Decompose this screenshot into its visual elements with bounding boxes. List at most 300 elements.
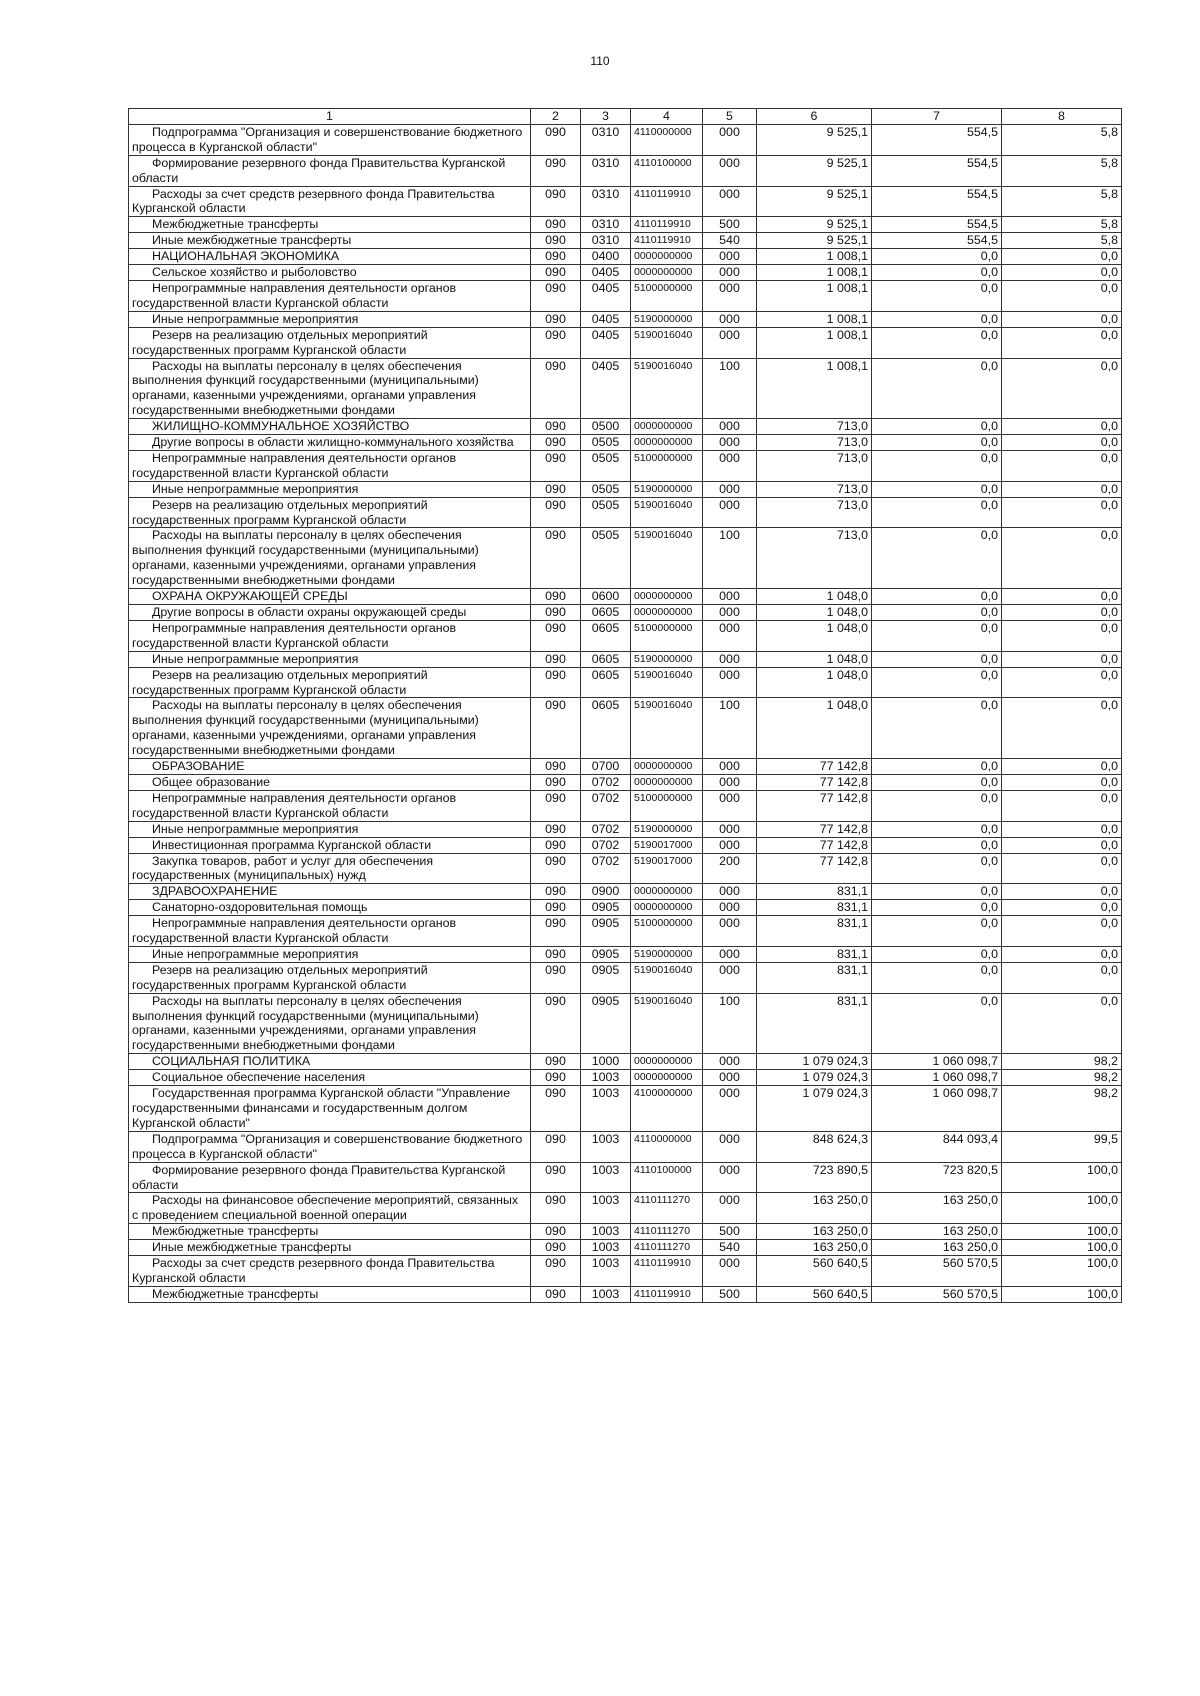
row-expense-type: 200 xyxy=(703,853,757,884)
table-row xyxy=(129,993,1122,1054)
row-target-code: 4100000000 xyxy=(631,1086,703,1132)
row-percent: 0,0 xyxy=(1002,946,1122,962)
row-executed-amount: 0,0 xyxy=(872,759,1002,775)
row-section-code: 0310 xyxy=(581,124,631,155)
row-description xyxy=(129,651,531,667)
row-target-code: 5190016040 xyxy=(631,327,703,358)
row-ministry-code: 090 xyxy=(531,620,581,651)
table-row xyxy=(129,1070,1122,1086)
row-planned-amount: 713,0 xyxy=(757,497,872,528)
row-section-code: 0905 xyxy=(581,993,631,1054)
row-ministry-code: 090 xyxy=(531,1131,581,1162)
row-description xyxy=(129,358,531,419)
row-planned-amount: 1 048,0 xyxy=(757,698,872,759)
column-header: 1 xyxy=(129,109,531,125)
row-percent: 0,0 xyxy=(1002,528,1122,589)
row-expense-type: 000 xyxy=(703,311,757,327)
row-percent: 0,0 xyxy=(1002,419,1122,435)
row-percent: 0,0 xyxy=(1002,759,1122,775)
row-description-text: Сельское хозяйство и рыболовство xyxy=(152,265,357,280)
row-ministry-code: 090 xyxy=(531,884,581,900)
row-expense-type: 000 xyxy=(703,1054,757,1070)
row-executed-amount: 0,0 xyxy=(872,853,1002,884)
row-target-code: 5190000000 xyxy=(631,946,703,962)
row-section-code: 0505 xyxy=(581,497,631,528)
row-expense-type: 000 xyxy=(703,280,757,311)
row-section-code: 0405 xyxy=(581,311,631,327)
row-description xyxy=(129,884,531,900)
row-target-code: 0000000000 xyxy=(631,419,703,435)
row-section-code: 0310 xyxy=(581,217,631,233)
row-description xyxy=(129,605,531,621)
row-percent: 0,0 xyxy=(1002,620,1122,651)
row-percent: 0,0 xyxy=(1002,774,1122,790)
row-planned-amount: 831,1 xyxy=(757,884,872,900)
page-number: 110 xyxy=(590,54,610,68)
row-section-code: 0605 xyxy=(581,667,631,698)
row-executed-amount: 560 570,5 xyxy=(872,1286,1002,1302)
row-description-text: Расходы на финансовое обеспечение мероприятий, связанных с проведением специальной военной операции xyxy=(132,1193,519,1223)
row-planned-amount: 713,0 xyxy=(757,481,872,497)
row-target-code: 0000000000 xyxy=(631,900,703,916)
row-percent: 0,0 xyxy=(1002,358,1122,419)
row-ministry-code: 090 xyxy=(531,358,581,419)
row-target-code: 5190016040 xyxy=(631,993,703,1054)
row-percent: 0,0 xyxy=(1002,698,1122,759)
table-row xyxy=(129,450,1122,481)
row-executed-amount: 554,5 xyxy=(872,233,1002,249)
row-percent: 0,0 xyxy=(1002,450,1122,481)
row-percent: 100,0 xyxy=(1002,1162,1122,1193)
row-expense-type: 000 xyxy=(703,962,757,993)
row-description xyxy=(129,774,531,790)
row-ministry-code: 090 xyxy=(531,1054,581,1070)
row-target-code: 5100000000 xyxy=(631,280,703,311)
row-executed-amount: 554,5 xyxy=(872,124,1002,155)
table-row xyxy=(129,280,1122,311)
row-ministry-code: 090 xyxy=(531,759,581,775)
row-expense-type: 000 xyxy=(703,620,757,651)
table-row xyxy=(129,186,1122,217)
row-ministry-code: 090 xyxy=(531,1070,581,1086)
row-executed-amount: 560 570,5 xyxy=(872,1256,1002,1287)
row-planned-amount: 77 142,8 xyxy=(757,790,872,821)
row-section-code: 0405 xyxy=(581,327,631,358)
row-executed-amount: 0,0 xyxy=(872,620,1002,651)
row-ministry-code: 090 xyxy=(531,249,581,265)
row-ministry-code: 090 xyxy=(531,821,581,837)
table-row xyxy=(129,900,1122,916)
row-section-code: 1003 xyxy=(581,1131,631,1162)
row-expense-type: 000 xyxy=(703,884,757,900)
row-description-text: ОХРАНА ОКРУЖАЮЩЕЙ СРЕДЫ xyxy=(152,589,348,604)
table-row xyxy=(129,1162,1122,1193)
row-target-code: 5190016040 xyxy=(631,962,703,993)
row-expense-type: 000 xyxy=(703,916,757,947)
row-executed-amount: 0,0 xyxy=(872,327,1002,358)
row-executed-amount: 0,0 xyxy=(872,790,1002,821)
row-executed-amount: 0,0 xyxy=(872,884,1002,900)
row-expense-type: 500 xyxy=(703,1224,757,1240)
row-executed-amount: 0,0 xyxy=(872,589,1002,605)
row-ministry-code: 090 xyxy=(531,1286,581,1302)
row-ministry-code: 090 xyxy=(531,1162,581,1193)
row-percent: 0,0 xyxy=(1002,993,1122,1054)
row-ministry-code: 090 xyxy=(531,233,581,249)
row-expense-type: 500 xyxy=(703,1286,757,1302)
row-percent: 100,0 xyxy=(1002,1256,1122,1287)
table-row xyxy=(129,327,1122,358)
row-description xyxy=(129,837,531,853)
row-section-code: 0905 xyxy=(581,916,631,947)
row-target-code: 0000000000 xyxy=(631,1070,703,1086)
row-executed-amount: 1 060 098,7 xyxy=(872,1070,1002,1086)
row-ministry-code: 090 xyxy=(531,280,581,311)
row-planned-amount: 9 525,1 xyxy=(757,217,872,233)
row-target-code: 0000000000 xyxy=(631,589,703,605)
row-planned-amount: 831,1 xyxy=(757,916,872,947)
row-ministry-code: 090 xyxy=(531,327,581,358)
row-description-text: Иные непрограммные мероприятия xyxy=(152,946,359,961)
row-percent: 0,0 xyxy=(1002,853,1122,884)
row-planned-amount: 560 640,5 xyxy=(757,1256,872,1287)
row-description xyxy=(129,1162,531,1193)
row-percent: 5,8 xyxy=(1002,124,1122,155)
row-executed-amount: 844 093,4 xyxy=(872,1131,1002,1162)
row-ministry-code: 090 xyxy=(531,497,581,528)
row-description xyxy=(129,620,531,651)
row-description xyxy=(129,497,531,528)
table-row xyxy=(129,497,1122,528)
row-planned-amount: 713,0 xyxy=(757,419,872,435)
row-description-text: ЗДРАВООХРАНЕНИЕ xyxy=(152,884,278,899)
row-percent: 0,0 xyxy=(1002,435,1122,451)
row-description-text: Другие вопросы в области жилищно-коммунального хозяйства xyxy=(152,435,514,450)
row-planned-amount: 1 008,1 xyxy=(757,265,872,281)
row-ministry-code: 090 xyxy=(531,419,581,435)
row-section-code: 1003 xyxy=(581,1070,631,1086)
row-planned-amount: 77 142,8 xyxy=(757,759,872,775)
row-target-code: 4110119910 xyxy=(631,217,703,233)
row-executed-amount: 0,0 xyxy=(872,435,1002,451)
row-description-text: Иные непрограммные мероприятия xyxy=(152,481,359,496)
row-target-code: 5100000000 xyxy=(631,620,703,651)
table-row xyxy=(129,620,1122,651)
table-row xyxy=(129,946,1122,962)
row-expense-type: 500 xyxy=(703,217,757,233)
row-ministry-code: 090 xyxy=(531,1193,581,1224)
row-target-code: 0000000000 xyxy=(631,265,703,281)
table-row xyxy=(129,1256,1122,1287)
row-planned-amount: 1 008,1 xyxy=(757,249,872,265)
row-percent: 0,0 xyxy=(1002,962,1122,993)
row-section-code: 0905 xyxy=(581,946,631,962)
row-description xyxy=(129,698,531,759)
table-row xyxy=(129,605,1122,621)
row-expense-type: 000 xyxy=(703,1070,757,1086)
row-description-text: Непрограммные направления деятельности органов государственной власти Курганской области xyxy=(132,450,457,480)
table-row xyxy=(129,311,1122,327)
row-planned-amount: 77 142,8 xyxy=(757,837,872,853)
row-ministry-code: 090 xyxy=(531,853,581,884)
column-header: 8 xyxy=(1002,109,1122,125)
row-description-text: Расходы на выплаты персоналу в целях обеспечения выполнения функций государственными (муниципальными) органами, казенными учреждениями, органами управления государственными внебюджетными фондами xyxy=(132,358,479,418)
row-target-code: 5190017000 xyxy=(631,853,703,884)
row-executed-amount: 0,0 xyxy=(872,311,1002,327)
row-target-code: 0000000000 xyxy=(631,435,703,451)
row-ministry-code: 090 xyxy=(531,651,581,667)
row-expense-type: 000 xyxy=(703,265,757,281)
table-row xyxy=(129,358,1122,419)
row-planned-amount: 9 525,1 xyxy=(757,186,872,217)
row-description-text: Иные непрограммные мероприятия xyxy=(152,651,359,666)
row-description-text: Расходы на выплаты персоналу в целях обеспечения выполнения функций государственными (муниципальными) органами, казенными учреждениями, органами управления государственными внебюджетными фондами xyxy=(132,698,479,758)
row-target-code: 0000000000 xyxy=(631,605,703,621)
table-row xyxy=(129,419,1122,435)
row-expense-type: 000 xyxy=(703,946,757,962)
row-section-code: 0700 xyxy=(581,759,631,775)
row-section-code: 1000 xyxy=(581,1054,631,1070)
row-section-code: 0310 xyxy=(581,186,631,217)
row-description-text: Межбюджетные трансферты xyxy=(152,1286,319,1301)
row-target-code: 5190000000 xyxy=(631,311,703,327)
row-executed-amount: 554,5 xyxy=(872,155,1002,186)
row-section-code: 0702 xyxy=(581,790,631,821)
row-target-code: 5190000000 xyxy=(631,481,703,497)
row-executed-amount: 0,0 xyxy=(872,916,1002,947)
row-target-code: 5100000000 xyxy=(631,916,703,947)
row-ministry-code: 090 xyxy=(531,1256,581,1287)
row-description xyxy=(129,435,531,451)
row-ministry-code: 090 xyxy=(531,186,581,217)
row-target-code: 0000000000 xyxy=(631,1054,703,1070)
row-target-code: 4110100000 xyxy=(631,155,703,186)
row-planned-amount: 848 624,3 xyxy=(757,1131,872,1162)
row-expense-type: 000 xyxy=(703,821,757,837)
row-section-code: 1003 xyxy=(581,1193,631,1224)
row-percent: 0,0 xyxy=(1002,916,1122,947)
table-row xyxy=(129,1193,1122,1224)
row-section-code: 0605 xyxy=(581,651,631,667)
row-planned-amount: 163 250,0 xyxy=(757,1193,872,1224)
row-percent: 0,0 xyxy=(1002,790,1122,821)
row-section-code: 0605 xyxy=(581,698,631,759)
table-row xyxy=(129,435,1122,451)
row-target-code: 4110119910 xyxy=(631,233,703,249)
row-expense-type: 000 xyxy=(703,1162,757,1193)
row-target-code: 5190016040 xyxy=(631,528,703,589)
row-section-code: 1003 xyxy=(581,1224,631,1240)
row-target-code: 4110111270 xyxy=(631,1193,703,1224)
row-section-code: 0702 xyxy=(581,837,631,853)
row-description-text: Непрограммные направления деятельности органов государственной власти Курганской области xyxy=(132,280,457,310)
row-expense-type: 000 xyxy=(703,1256,757,1287)
row-expense-type: 000 xyxy=(703,790,757,821)
row-planned-amount: 77 142,8 xyxy=(757,774,872,790)
row-planned-amount: 9 525,1 xyxy=(757,124,872,155)
row-description xyxy=(129,217,531,233)
row-description xyxy=(129,821,531,837)
row-expense-type: 000 xyxy=(703,419,757,435)
row-ministry-code: 090 xyxy=(531,311,581,327)
row-executed-amount: 0,0 xyxy=(872,993,1002,1054)
row-ministry-code: 090 xyxy=(531,774,581,790)
row-expense-type: 000 xyxy=(703,667,757,698)
row-description xyxy=(129,993,531,1054)
row-executed-amount: 0,0 xyxy=(872,497,1002,528)
table-row xyxy=(129,774,1122,790)
row-description-text: Подпрограмма "Организация и совершенствование бюджетного процесса в Курганской области" xyxy=(132,124,523,154)
row-description-text: Расходы на выплаты персоналу в целях обеспечения выполнения функций государственными (муниципальными) органами, казенными учреждениями, органами управления государственными внебюджетными фондами xyxy=(132,993,479,1053)
table-row xyxy=(129,1286,1122,1302)
row-planned-amount: 77 142,8 xyxy=(757,821,872,837)
row-target-code: 5190016040 xyxy=(631,698,703,759)
row-description xyxy=(129,233,531,249)
table-row xyxy=(129,698,1122,759)
table-row xyxy=(129,667,1122,698)
row-percent: 100,0 xyxy=(1002,1240,1122,1256)
row-expense-type: 000 xyxy=(703,249,757,265)
row-expense-type: 540 xyxy=(703,1240,757,1256)
row-target-code: 0000000000 xyxy=(631,249,703,265)
row-ministry-code: 090 xyxy=(531,916,581,947)
row-target-code: 5190000000 xyxy=(631,821,703,837)
row-planned-amount: 1 079 024,3 xyxy=(757,1070,872,1086)
column-header: 3 xyxy=(581,109,631,125)
row-description xyxy=(129,790,531,821)
row-description-text: ЖИЛИЩНО-КОММУНАЛЬНОЕ ХОЗЯЙСТВО xyxy=(152,419,410,434)
row-ministry-code: 090 xyxy=(531,528,581,589)
row-section-code: 0605 xyxy=(581,605,631,621)
row-description-text: Закупка товаров, работ и услуг для обеспечения государственных (муниципальных) нужд xyxy=(132,853,434,883)
row-planned-amount: 1 048,0 xyxy=(757,605,872,621)
table-row xyxy=(129,265,1122,281)
row-executed-amount: 1 060 098,7 xyxy=(872,1086,1002,1132)
row-description xyxy=(129,1286,531,1302)
row-planned-amount: 831,1 xyxy=(757,900,872,916)
table-row xyxy=(129,853,1122,884)
row-section-code: 0400 xyxy=(581,249,631,265)
table-row xyxy=(129,790,1122,821)
column-header: 4 xyxy=(631,109,703,125)
row-planned-amount: 163 250,0 xyxy=(757,1240,872,1256)
table-row xyxy=(129,1086,1122,1132)
row-section-code: 0405 xyxy=(581,358,631,419)
row-description-text: СОЦИАЛЬНАЯ ПОЛИТИКА xyxy=(152,1054,311,1069)
table-row xyxy=(129,481,1122,497)
row-description xyxy=(129,962,531,993)
row-planned-amount: 831,1 xyxy=(757,993,872,1054)
row-description xyxy=(129,900,531,916)
row-planned-amount: 77 142,8 xyxy=(757,853,872,884)
row-executed-amount: 554,5 xyxy=(872,217,1002,233)
row-expense-type: 000 xyxy=(703,605,757,621)
row-target-code: 5190017000 xyxy=(631,837,703,853)
row-description-text: Резерв на реализацию отдельных мероприятий государственных программ Курганской области xyxy=(132,327,428,357)
row-executed-amount: 0,0 xyxy=(872,774,1002,790)
row-description-text: Социальное обеспечение населения xyxy=(152,1070,366,1085)
row-expense-type: 000 xyxy=(703,497,757,528)
row-target-code: 0000000000 xyxy=(631,884,703,900)
table-row xyxy=(129,759,1122,775)
row-section-code: 0405 xyxy=(581,280,631,311)
row-percent: 100,0 xyxy=(1002,1193,1122,1224)
row-description-text: Формирование резервного фонда Правительства Курганской области xyxy=(132,1162,506,1192)
table-row xyxy=(129,1054,1122,1070)
row-expense-type: 540 xyxy=(703,233,757,249)
row-expense-type: 100 xyxy=(703,358,757,419)
row-target-code: 5190016040 xyxy=(631,667,703,698)
row-expense-type: 000 xyxy=(703,450,757,481)
row-ministry-code: 090 xyxy=(531,124,581,155)
row-percent: 0,0 xyxy=(1002,900,1122,916)
row-executed-amount: 0,0 xyxy=(872,667,1002,698)
row-section-code: 0310 xyxy=(581,155,631,186)
row-ministry-code: 090 xyxy=(531,217,581,233)
row-target-code: 5190000000 xyxy=(631,651,703,667)
row-description-text: Санаторно-оздоровительная помощь xyxy=(152,900,368,915)
row-executed-amount: 723 820,5 xyxy=(872,1162,1002,1193)
row-target-code: 4110119910 xyxy=(631,1256,703,1287)
row-description xyxy=(129,1131,531,1162)
table-row xyxy=(129,124,1122,155)
row-expense-type: 000 xyxy=(703,435,757,451)
row-section-code: 0505 xyxy=(581,450,631,481)
row-description xyxy=(129,916,531,947)
row-target-code: 0000000000 xyxy=(631,774,703,790)
row-section-code: 0505 xyxy=(581,528,631,589)
row-ministry-code: 090 xyxy=(531,962,581,993)
row-ministry-code: 090 xyxy=(531,265,581,281)
table-row xyxy=(129,821,1122,837)
row-ministry-code: 090 xyxy=(531,837,581,853)
row-section-code: 0900 xyxy=(581,884,631,900)
row-planned-amount: 723 890,5 xyxy=(757,1162,872,1193)
row-description-text: Иные непрограммные мероприятия xyxy=(152,821,359,836)
row-percent: 5,8 xyxy=(1002,155,1122,186)
row-expense-type: 100 xyxy=(703,698,757,759)
row-section-code: 0310 xyxy=(581,233,631,249)
row-ministry-code: 090 xyxy=(531,1224,581,1240)
row-expense-type: 000 xyxy=(703,186,757,217)
row-executed-amount: 554,5 xyxy=(872,186,1002,217)
row-section-code: 1003 xyxy=(581,1240,631,1256)
row-description-text: Расходы за счет средств резервного фонда Правительства Курганской области xyxy=(132,1256,495,1285)
row-planned-amount: 9 525,1 xyxy=(757,155,872,186)
row-section-code: 0500 xyxy=(581,419,631,435)
row-section-code: 0905 xyxy=(581,962,631,993)
row-percent: 98,2 xyxy=(1002,1054,1122,1070)
row-description xyxy=(129,311,531,327)
row-description xyxy=(129,759,531,775)
row-description xyxy=(129,589,531,605)
row-planned-amount: 831,1 xyxy=(757,962,872,993)
row-percent: 0,0 xyxy=(1002,327,1122,358)
row-executed-amount: 0,0 xyxy=(872,280,1002,311)
row-planned-amount: 831,1 xyxy=(757,946,872,962)
row-description xyxy=(129,528,531,589)
row-description xyxy=(129,419,531,435)
row-target-code: 5190016040 xyxy=(631,358,703,419)
row-description xyxy=(129,1240,531,1256)
row-executed-amount: 163 250,0 xyxy=(872,1224,1002,1240)
table-row xyxy=(129,249,1122,265)
row-ministry-code: 090 xyxy=(531,481,581,497)
row-description-text: Инвестиционная программа Курганской области xyxy=(152,837,432,852)
row-percent: 0,0 xyxy=(1002,605,1122,621)
row-percent: 0,0 xyxy=(1002,249,1122,265)
table-row xyxy=(129,217,1122,233)
